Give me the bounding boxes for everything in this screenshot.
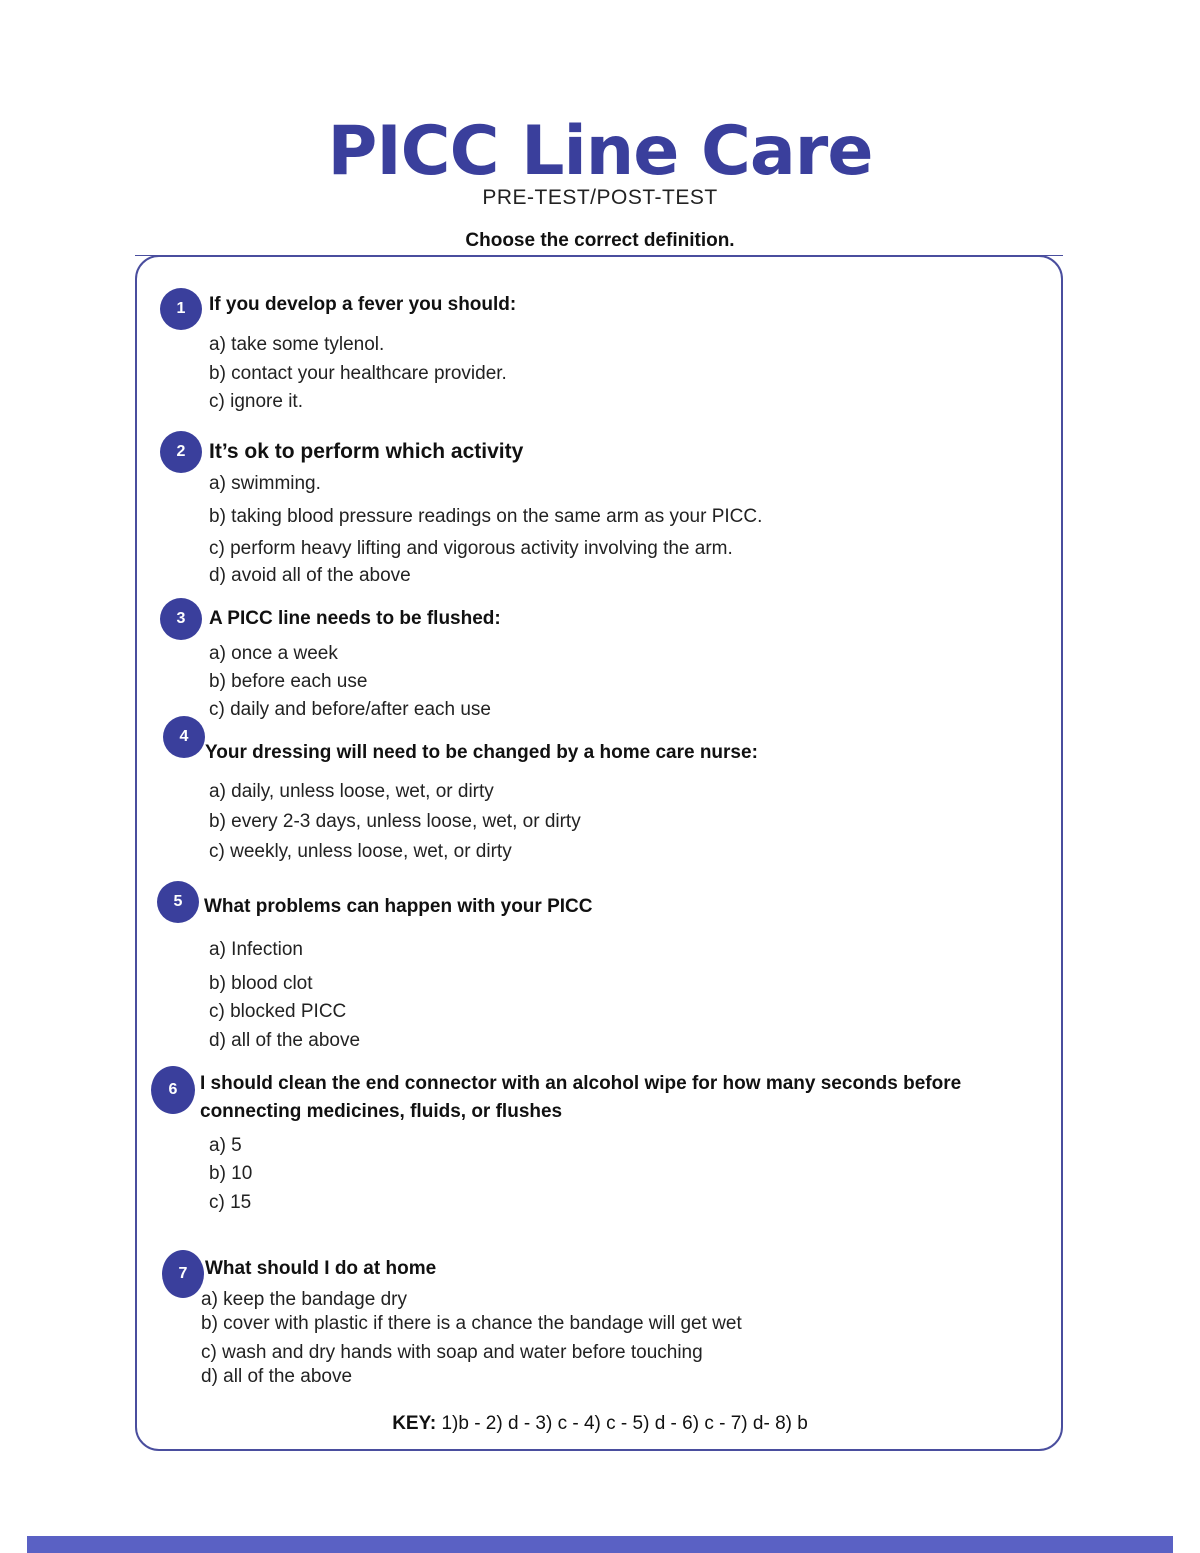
question-number-badge: 6 xyxy=(151,1066,195,1114)
question-text-continued: connecting medicines, fluids, or flushes xyxy=(200,1101,563,1122)
answer-option: b) taking blood pressure readings on the same arm as your PICC. xyxy=(209,506,763,527)
page-title: PICC Line Care xyxy=(327,112,873,191)
question-text: It’s ok to perform which activity xyxy=(209,440,524,463)
question-number-badge: 5 xyxy=(157,881,199,923)
question-number-badge: 4 xyxy=(163,716,205,758)
question-text: A PICC line needs to be flushed: xyxy=(209,608,501,629)
answer-option: d) avoid all of the above xyxy=(209,565,411,586)
question-number-badge: 2 xyxy=(160,431,202,473)
answer-option: b) blood clot xyxy=(209,973,313,994)
answer-option: b) cover with plastic if there is a chance the bandage will get wet xyxy=(201,1313,742,1334)
answer-option: a) swimming. xyxy=(209,473,321,494)
answer-option: c) weekly, unless loose, wet, or dirty xyxy=(209,841,512,862)
question-text: I should clean the end connector with an alcohol wipe for how many seconds before xyxy=(200,1073,962,1094)
answer-option: c) 15 xyxy=(209,1192,252,1213)
answer-option: b) 10 xyxy=(209,1163,253,1184)
question-number-badge: 3 xyxy=(160,598,202,640)
answer-key xyxy=(0,1413,1200,1435)
question-text: If you develop a fever you should: xyxy=(209,294,517,315)
question-text: Your dressing will need to be changed by a home care nurse: xyxy=(205,742,758,763)
question-number-badge: 1 xyxy=(160,288,202,330)
answer-option: b) before each use xyxy=(209,671,368,692)
answer-option: a) keep the bandage dry xyxy=(201,1289,407,1310)
answer-option: c) ignore it. xyxy=(209,391,303,412)
answer-option: d) all of the above xyxy=(209,1030,361,1051)
question-number-badge: 7 xyxy=(162,1250,204,1298)
answer-option: a) Infection xyxy=(209,939,303,960)
footer-bar xyxy=(27,1536,1173,1553)
page-subtitle: PRE-TEST/POST-TEST xyxy=(482,186,718,209)
answer-key-values: 1)b - 2) d - 3) c - 4) c - 5) d - 6) c - 7) d- 8) b xyxy=(436,1413,808,1434)
answer-option: a) take some tylenol. xyxy=(209,334,385,355)
question-text: What problems can happen with your PICC xyxy=(204,896,593,917)
question-text: What should I do at home xyxy=(205,1258,437,1279)
answer-key-label: KEY: xyxy=(392,1413,437,1434)
answer-option: a) daily, unless loose, wet, or dirty xyxy=(209,781,494,802)
answer-option: c) blocked PICC xyxy=(209,1001,347,1022)
answer-option: b) contact your healthcare provider. xyxy=(209,363,507,384)
answer-option: d) all of the above xyxy=(201,1366,353,1387)
instruction-text: Choose the correct definition. xyxy=(465,230,735,251)
answer-option: c) wash and dry hands with soap and water before touching xyxy=(201,1342,703,1363)
answer-option: b) every 2-3 days, unless loose, wet, or dirty xyxy=(209,811,581,832)
answer-option: c) perform heavy lifting and vigorous activity involving the arm. xyxy=(209,538,733,559)
answer-option: a) once a week xyxy=(209,643,338,664)
answer-option: a) 5 xyxy=(209,1135,242,1156)
answer-option: c) daily and before/after each use xyxy=(209,699,492,720)
